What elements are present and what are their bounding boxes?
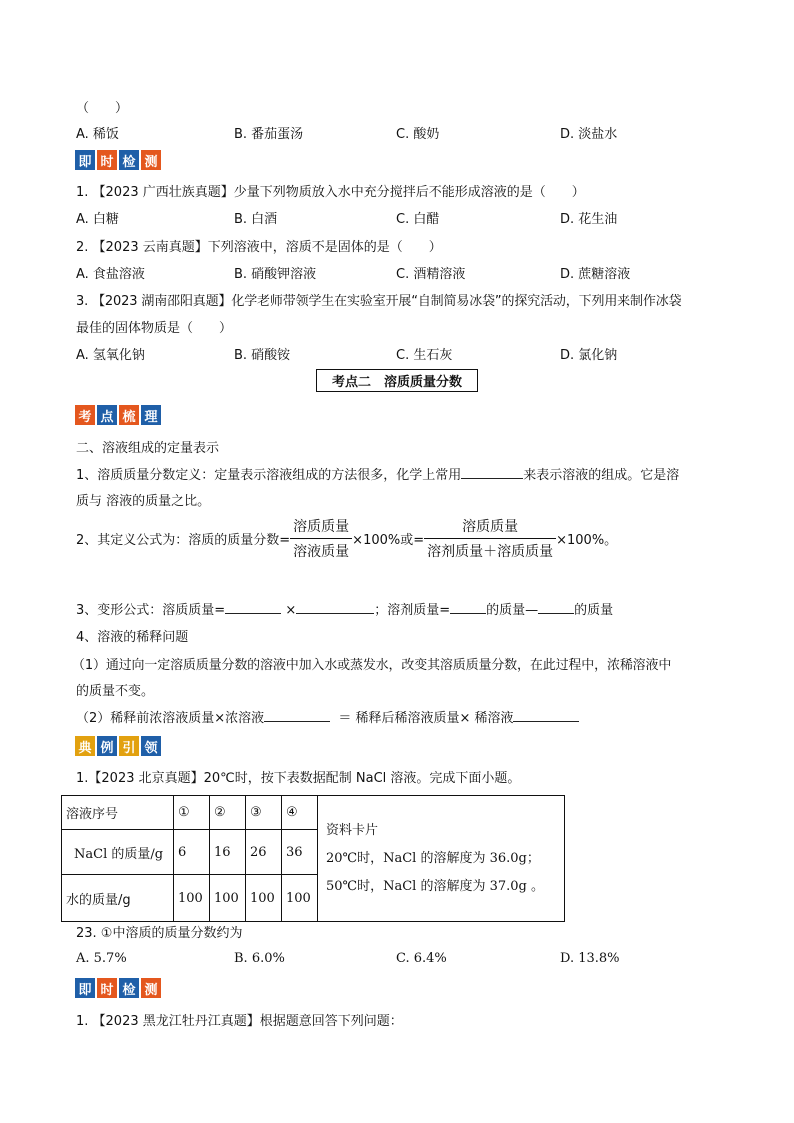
table-cell: 100 [282,875,318,922]
tag-instant-check [75,150,161,170]
table-column-header: ① [174,796,210,830]
table-row-label: NaCl 的质量/g [62,830,174,875]
table-cell: 16 [210,830,246,875]
tag-char: 即 [75,150,95,170]
option-a: A. 氢氧化钠 [76,348,145,363]
tag-instant-check [75,978,161,998]
answer-blank [225,601,281,614]
formula-mid: ×100%或= [352,533,425,548]
question-stem: 2. 【2023 云南真题】下列溶液中，溶质不是固体的是（ ） [76,240,442,255]
tag-char: 时 [97,978,117,998]
option-b: B. 硝酸钾溶液 [234,267,317,282]
answer-blank [450,601,486,614]
table-row-label: 水的质量/g [62,875,174,922]
tag-char: 测 [141,150,161,170]
dilution-heading: 4、溶液的稀释问题 [76,630,189,645]
tag-typical-examples [75,736,161,756]
table-cell: 36 [282,830,318,875]
dilution-text: （1）通过向一定溶质质量分数的溶液中加入水或蒸发水，改变其溶质质量分数，在此过程中，浓稀溶液中 [72,658,672,673]
tag-char: 测 [141,978,161,998]
option-c: C. 酒精溶液 [396,267,466,282]
info-card [318,796,565,922]
tag-char: 考 [75,405,95,425]
fraction-denominator: 溶液质量 [290,538,352,561]
question-stem: 1.【2023 北京真题】20℃时，按下表数据配制 NaCl 溶液。完成下面小题。 [76,771,521,786]
transform-line [76,599,613,618]
formula-prefix: 2、其定义公式为：溶质的质量分数= [76,533,291,548]
transform-text: 3、变形公式：溶质质量= [76,603,226,618]
tag-char: 梳 [119,405,139,425]
dilution-text: 的质量不变。 [76,684,155,699]
info-card-line: 50℃时，NaCl 的溶解度为 37.0g 。 [326,878,544,894]
option-a: A. 5.7% [76,951,127,966]
option-d: D. 13.8% [560,951,620,966]
dilution-line [76,707,579,726]
answer-blank [513,709,579,722]
answer-blank [461,466,523,479]
table-cell: 6 [174,830,210,875]
tag-char: 例 [97,736,117,756]
fraction [290,516,352,561]
formula-end: ×100%。 [556,533,618,548]
table-header-label: 溶液序号 [62,796,174,830]
option-a: A. 稀饭 [76,127,119,142]
info-card-line: 20℃时，NaCl 的溶解度为 36.0g； [326,850,540,866]
definition-line: 质与 溶液的质量之比。 [76,494,211,509]
question-stem: 23. ①中溶质的质量分数约为 [76,926,243,941]
formula-line [76,516,617,561]
transform-text: 的质量 [574,603,614,618]
table-column-header: ④ [282,796,318,830]
review-heading: 二、溶液组成的定量表示 [76,441,220,456]
option-c: C. 白醋 [396,212,440,227]
definition-text: 来表示溶液的组成。它是溶 [523,468,680,483]
option-a: A. 白糖 [76,212,119,227]
question-stem: 1. 【2023 广西壮族真题】少量下列物质放入水中充分搅拌后不能形成溶液的是（ ） [76,185,585,200]
question-stem: （ ） [76,101,129,116]
answer-blank [538,601,574,614]
fraction-numerator: 溶质质量 [293,519,350,535]
option-b: B. 6.0% [234,951,285,966]
answer-blank [264,709,330,722]
fraction-denominator: 溶剂质量＋溶质质量 [424,538,556,561]
option-b: B. 白酒 [234,212,278,227]
option-a: A. 食盐溶液 [76,267,145,282]
transform-text: × [285,603,297,618]
fraction [424,516,556,561]
dilution-text: ＝ 稀释后稀溶液质量× 稀溶液 [338,711,514,726]
fraction-numerator: 溶质质量 [462,519,519,535]
option-c: C. 生石灰 [396,348,453,363]
table-cell: 100 [210,875,246,922]
tag-char: 即 [75,978,95,998]
option-d: D. 花生油 [560,212,618,227]
tag-char: 引 [119,736,139,756]
option-c: C. 酸奶 [396,127,440,142]
tag-key-points [75,405,161,425]
option-c: C. 6.4% [396,951,447,966]
tag-char: 领 [141,736,161,756]
question-stem: 3. 【2023 湖南邵阳真题】化学老师带领学生在实验室开展“自制简易冰袋”的探究活动，下列用来制作冰袋 [76,294,682,309]
question-stem: 1. 【2023 黑龙江牡丹江真题】根据题意回答下列问题： [76,1014,403,1029]
info-card-title: 资料卡片 [326,822,379,838]
option-d: D. 蔗糖溶液 [560,267,631,282]
tag-char: 点 [97,405,117,425]
section-title: 考点二 溶质质量分数 [316,369,478,392]
nacl-data-table [61,795,565,922]
tag-char: 典 [75,736,95,756]
option-b: B. 番茄蛋汤 [234,127,304,142]
tag-char: 理 [141,405,161,425]
tag-char: 检 [119,150,139,170]
option-d: D. 淡盐水 [560,127,618,142]
dilution-text: （2）稀释前浓溶液质量×浓溶液 [76,711,265,726]
table-cell: 26 [246,830,282,875]
definition-text: 1、溶质质量分数定义：定量表示溶液组成的方法很多，化学上常用 [76,468,462,483]
table-column-header: ② [210,796,246,830]
answer-blank [296,601,374,614]
question-stem-cont: 最佳的固体物质是（ ） [76,321,233,336]
table-cell: 100 [246,875,282,922]
tag-char: 检 [119,978,139,998]
definition-line [76,464,679,483]
tag-char: 时 [97,150,117,170]
option-d: D. 氯化钠 [560,348,618,363]
table-column-header: ③ [246,796,282,830]
option-b: B. 硝酸铵 [234,348,291,363]
transform-text: 的质量— [486,603,539,618]
table-cell: 100 [174,875,210,922]
transform-text: ；溶剂质量= [374,603,451,618]
